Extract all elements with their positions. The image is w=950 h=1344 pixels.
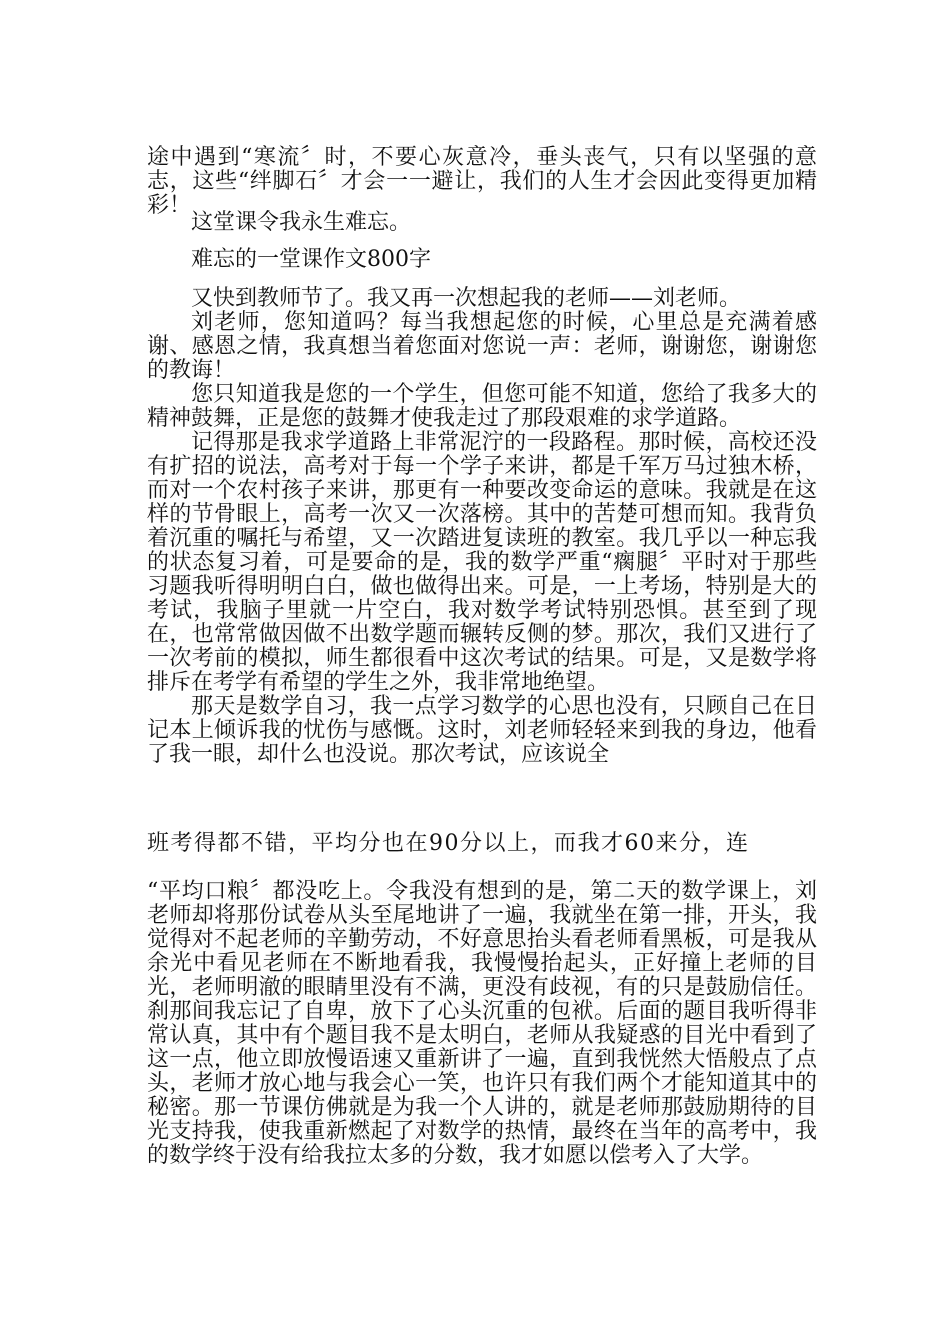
paragraph-text: 途中遇到“寒流〞时，不要心灰意冷，垂头丧气，只有以坚强的意志，这些“绊脚石〞才会一一避让，我们的人生才会因此变得更加精彩！ (147, 145, 817, 218)
paragraph-text: 这堂课令我永生难忘。 (191, 210, 412, 235)
paragraph-encouragement: 您只知道我是您的一个学生，但您可能不知道，您给了我多大的精神鼓舞，正是您的鼓舞才使我走过了那段艰难的求学道路。 (147, 382, 817, 431)
paragraph-teachers-day: 又快到教师节了。我又再一次想起我的老师——刘老师。 (191, 286, 742, 311)
essay-title (147, 248, 817, 272)
paragraph-exam-struggle: 记得那是我求学道路上非常泥泞的一段路程。那时候，高校还没有扩招的说法，高考对于每一个学子来讲，都是千军万马过独木桥，而对一个农村孩子来讲，那更有一种要改变命运的意味。我就是在这样的节骨眼上，高考一次又一次落榜。其中的苦楚可想而知。我背负着沉重的嘱托与希望，又一次踏进复读班的教室。我几乎以一种忘我的状态复习着，可是要命的是，我的数学严重“瘸腿〞平时对于那些习题我听得明明白白，做也做得出来。可是，一上考场，特别是大的考试，我脑子里就一片空白，我对数学考试特别恐惧。甚至到了现在，也常常做因做不出数学题而辗转反侧的梦。那次，我们又进行了一次考前的模拟，师生都很看中这次考试的结果。可是，又是数学将排斥在考学有希望的学生之外，我非常地绝望。 (147, 430, 817, 695)
paragraph-math-self-study: 那天是数学自习，我一点学习数学的心思也没有，只顾自己在日记本上倾诉我的忧伤与感慨。这时，刘老师轻轻来到我的身边，他看了我一眼，却什么也没说。那次考试，应该说全 (147, 694, 817, 767)
essay-body (147, 283, 817, 767)
title-text: 难忘的一堂课作文800字 (191, 247, 431, 272)
paragraph-gratitude: 刘老师，您知道吗？每当我想起您的时候，心里总是充满着感谢、感恩之情，我真想当着您面对您说一声：老师，谢谢您，谢谢您的教诲！ (147, 310, 817, 383)
paragraph-text: “平均口粮〞都没吃上。令我没有想到的是，第二天的数学课上，刘老师却将那份试卷从头至尾地讲了一遍，我就坐在第一排，开头，我觉得对不起老师的辛勤劳动，不好意思抬头看老师看黑板，可是我从余光中看见老师在不断地看我，我慢慢抬起头，正好撞上老师的目光，老师明澈的眼睛里没有不满，更没有歧视，有的只是鼓励信任。刹那间我忘记了自卑，放下了心头沉重的包袱。后面的题目我听得非常认真，其中有个题目我不是太明白，老师从我疑惑的目光中看到了这一点，他立即放慢语速又重新讲了一遍，直到我恍然大悟般点了点头，老师才放心地与我会心一笑，也许只有我们两个才能知道其中的秘密。那一节课仿佛就是为我一个人讲的，就是老师那鼓励期待的目光支持我，使我重新燃起了对数学的热情，最终在当年的高考中，我的数学终于没有给我拉太多的分数，我才如愿以偿考入了大学。 (147, 879, 817, 1168)
paragraph-math-class (147, 880, 817, 1168)
paragraph-average-score-line (147, 832, 817, 856)
paragraph-unforgettable-lesson (147, 211, 817, 235)
paragraph-hardship-ending (147, 146, 817, 218)
paragraph-text: 班考得都不错，平均分也在90分以上，而我才60来分，连 (147, 831, 750, 856)
